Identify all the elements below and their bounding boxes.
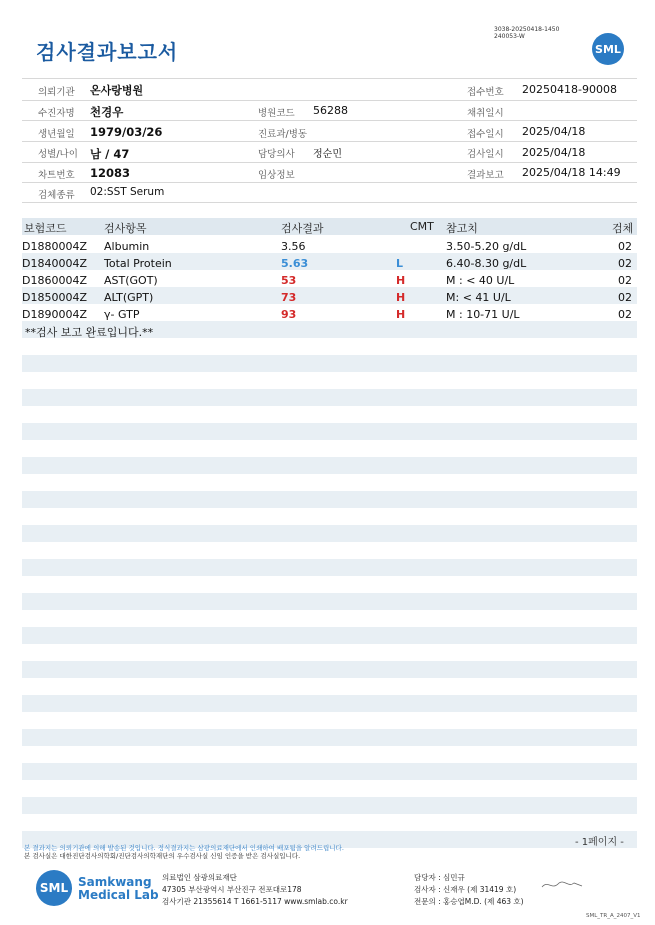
row-stripe [22, 729, 637, 746]
hospital-code-label: 병원코드 [258, 108, 295, 119]
col-header-cmt: CMT [410, 220, 434, 233]
dob-value: 1979/03/26 [90, 125, 163, 139]
signature-icon [540, 878, 584, 892]
row-stripe [22, 763, 637, 780]
table-cell-result: 73 [281, 291, 297, 304]
row-stripe [22, 457, 637, 474]
completion-note: **검사 보고 완료입니다.** [25, 326, 154, 339]
receipt-date-value: 2025/04/18 [522, 125, 586, 138]
row-stripe [22, 627, 637, 644]
divider [22, 100, 637, 101]
row-stripe [22, 423, 637, 440]
table-cell-specimen: 02 [618, 240, 632, 253]
divider [22, 182, 637, 183]
divider [22, 162, 637, 163]
table-cell-reference: M : < 40 U/L [446, 274, 515, 287]
dob-label: 생년월일 [38, 129, 75, 140]
chart-value: 12083 [90, 166, 131, 180]
staff-line: 전문의 : 홍승엽M.D. (제 463 호) [414, 897, 524, 906]
row-stripe [22, 389, 637, 406]
table-cell-specimen: 02 [618, 308, 632, 321]
footer-notice: 본 결과지는 의뢰기관에 의해 발송된 것입니다. 정식결과지는 삼광의료재단에서 인쇄하여 배포됨을 알려드립니다. [24, 844, 344, 852]
divider [22, 120, 637, 121]
row-stripe [22, 559, 637, 576]
table-cell-item: Total Protein [104, 257, 172, 270]
address-line: 47305 부산광역시 부산진구 전포대로178 [162, 885, 302, 894]
row-stripe [22, 695, 637, 712]
table-cell-specimen: 02 [618, 274, 632, 287]
patient-value: 천경우 [90, 105, 124, 119]
sml-logo: SML [592, 33, 624, 65]
dept-label: 진료과/병동 [258, 129, 308, 140]
staff-line: 담당자 : 심민규 [414, 873, 465, 882]
table-cell-result: 53 [281, 274, 297, 287]
hospital-code-value: 56288 [313, 104, 348, 117]
report-label: 결과보고 [467, 170, 504, 181]
report-title: 검사결과보고서 [36, 40, 179, 64]
report-value: 2025/04/18 14:49 [522, 166, 621, 179]
row-stripe [22, 661, 637, 678]
divider [22, 141, 637, 142]
lab-address [162, 872, 348, 908]
form-code: SML_TR_A_2407_V1 [586, 913, 641, 919]
doctor-value: 정순민 [313, 149, 342, 160]
lab-name [78, 876, 159, 902]
col-header-reference: 참고치 [446, 222, 478, 235]
table-cell-reference: 3.50-5.20 g/dL [446, 240, 527, 253]
sex-age-label: 성별/나이 [38, 149, 78, 160]
sex-age-value: 남 / 47 [90, 147, 130, 161]
row-stripe [22, 355, 637, 372]
clinical-label: 임상정보 [258, 170, 295, 181]
table-cell-result: 3.56 [281, 240, 306, 253]
document-id [494, 26, 559, 40]
document-id-line: 240053-W [494, 33, 525, 40]
table-cell-specimen: 02 [618, 291, 632, 304]
chart-label: 차트번호 [38, 170, 75, 181]
table-cell-flag: H [396, 308, 406, 321]
institution-value: 온사랑병원 [90, 84, 144, 97]
specimen-value: 02:SST Serum [90, 186, 165, 198]
row-stripe [22, 525, 637, 542]
lab-name-line: Medical Lab [78, 888, 159, 902]
patient-label: 수진자명 [38, 108, 75, 119]
table-cell-flag: H [396, 274, 406, 287]
table-cell-code: D1840004Z [22, 257, 87, 270]
col-header-result: 검사결과 [281, 222, 324, 235]
receipt-no-value: 20250418-90008 [522, 83, 617, 96]
lab-logo: SML [36, 870, 72, 906]
table-cell-item: ALT(GPT) [104, 291, 154, 304]
receipt-date-label: 접수일시 [467, 129, 504, 140]
document-id-line: 3038-20250418-1450 [494, 26, 560, 33]
table-cell-reference: M: < 41 U/L [446, 291, 511, 304]
table-cell-flag: L [396, 257, 404, 270]
doctor-label: 담당의사 [258, 149, 295, 160]
collect-label: 채취일시 [467, 108, 504, 119]
table-cell-item: γ- GTP [104, 308, 140, 321]
row-stripe [22, 797, 637, 814]
divider [22, 202, 637, 203]
col-header-code: 보험코드 [24, 222, 67, 235]
table-cell-code: D1850004Z [22, 291, 87, 304]
address-line: 검사기관 21355614 T 1661-5117 www.smlab.co.kr [162, 897, 348, 906]
staff-info [414, 872, 524, 908]
footer-notice: 본 검사실은 대한진단검사의학회/진단검사의학재단의 우수검사실 신임 인증을 받은 검사실입니다. [24, 852, 301, 860]
receipt-no-label: 접수번호 [467, 87, 504, 98]
lab-name-line: Samkwang [78, 875, 152, 889]
table-cell-reference: M : 10-71 U/L [446, 308, 520, 321]
staff-line: 검사자 : 신재우 (제 31419 호) [414, 885, 517, 894]
table-cell-specimen: 02 [618, 257, 632, 270]
specimen-label: 검체종류 [38, 190, 75, 201]
table-cell-item: Albumin [104, 240, 150, 253]
divider [22, 78, 637, 79]
table-cell-item: AST(GOT) [104, 274, 158, 287]
row-stripe [22, 593, 637, 610]
table-cell-result: 93 [281, 308, 297, 321]
institution-label: 의뢰기관 [38, 87, 75, 98]
test-date-value: 2025/04/18 [522, 146, 586, 159]
table-cell-flag: H [396, 291, 406, 304]
row-stripe [22, 491, 637, 508]
col-header-specimen: 검체 [612, 222, 634, 235]
test-date-label: 검사일시 [467, 149, 504, 160]
table-cell-code: D1880004Z [22, 240, 87, 253]
page-number: - 1페이지 - [575, 837, 624, 848]
table-cell-reference: 6.40-8.30 g/dL [446, 257, 527, 270]
col-header-item: 검사항목 [104, 222, 147, 235]
table-cell-code: D1860004Z [22, 274, 87, 287]
table-cell-code: D1890004Z [22, 308, 87, 321]
address-line: 의료법인 삼광의료재단 [162, 873, 237, 882]
table-cell-result: 5.63 [281, 257, 309, 270]
